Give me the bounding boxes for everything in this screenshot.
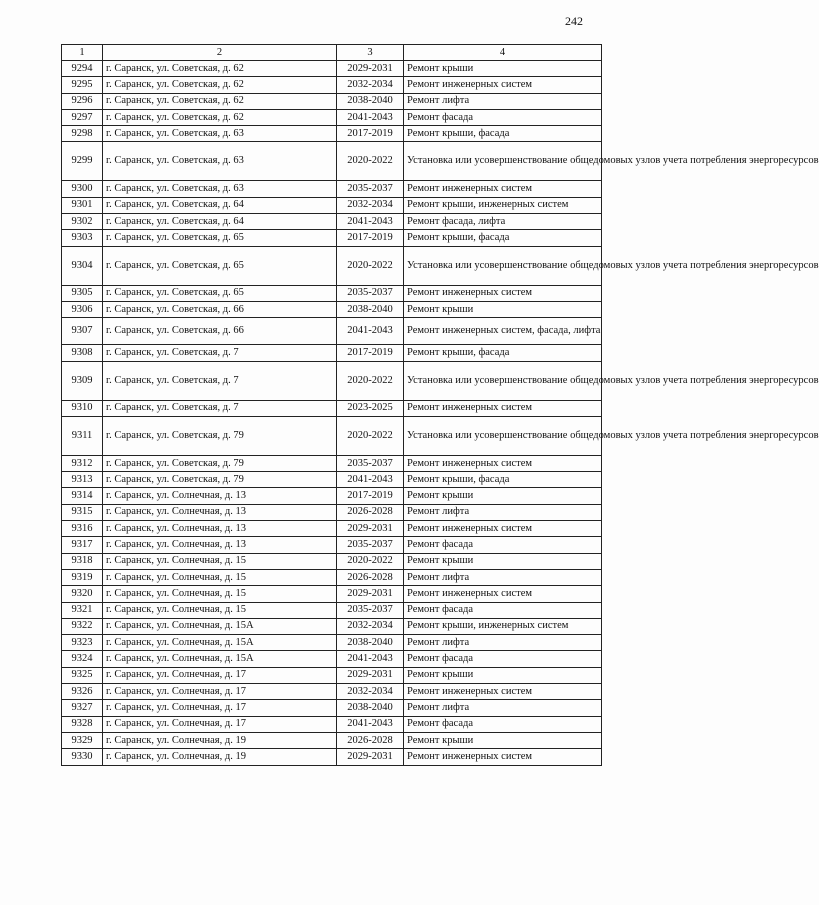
work-type-cell: Ремонт инженерных систем: [404, 181, 602, 197]
work-type-cell: Ремонт крыши, фасада: [404, 230, 602, 246]
period-cell: 2026-2028: [337, 504, 404, 520]
address-cell: г. Саранск, ул. Советская, д. 66: [103, 318, 337, 345]
row-number-cell: 9307: [62, 318, 103, 345]
table-row: [62, 361, 602, 400]
table-row: [62, 635, 602, 651]
period-cell: 2038-2040: [337, 635, 404, 651]
table-row: [62, 455, 602, 471]
period-cell: 2035-2037: [337, 285, 404, 301]
period-cell: 2041-2043: [337, 716, 404, 732]
table-row: [62, 285, 602, 301]
address-cell: г. Саранск, ул. Советская, д. 79: [103, 416, 337, 455]
address-cell: г. Саранск, ул. Солнечная, д. 15: [103, 602, 337, 618]
period-cell: 2017-2019: [337, 126, 404, 142]
table-row: [62, 651, 602, 667]
period-cell: 2017-2019: [337, 488, 404, 504]
work-type-cell: Ремонт инженерных систем, фасада, лифта: [404, 318, 602, 345]
row-number-cell: 9299: [62, 142, 103, 181]
table-row: [62, 537, 602, 553]
row-number-cell: 9312: [62, 455, 103, 471]
table-row: [62, 318, 602, 345]
address-cell: г. Саранск, ул. Советская, д. 7: [103, 400, 337, 416]
row-number-cell: 9297: [62, 109, 103, 125]
column-header-3: 3: [337, 45, 404, 61]
row-number-cell: 9298: [62, 126, 103, 142]
table-row: [62, 684, 602, 700]
work-type-cell: Ремонт крыши: [404, 488, 602, 504]
address-cell: г. Саранск, ул. Советская, д. 63: [103, 181, 337, 197]
table-header-row: [62, 45, 602, 61]
column-header-2: 2: [103, 45, 337, 61]
period-cell: 2035-2037: [337, 181, 404, 197]
table-body: [62, 61, 819, 766]
table-row: [62, 618, 602, 634]
work-type-cell: Ремонт крыши, фасада: [404, 472, 602, 488]
row-number-cell: 9316: [62, 521, 103, 537]
address-cell: г. Саранск, ул. Советская, д. 63: [103, 142, 337, 181]
row-number-cell: 9324: [62, 651, 103, 667]
row-number-cell: 9301: [62, 197, 103, 213]
row-number-cell: 9314: [62, 488, 103, 504]
address-cell: г. Саранск, ул. Советская, д. 79: [103, 455, 337, 471]
period-cell: 2026-2028: [337, 569, 404, 585]
period-cell: 2029-2031: [337, 749, 404, 765]
work-type-cell: Ремонт крыши: [404, 553, 602, 569]
table-row: [62, 181, 602, 197]
work-type-cell: Установка или усовершенствование общедомовых узлов учета потребления энергоресурсов: [404, 361, 602, 400]
address-cell: г. Саранск, ул. Советская, д. 63: [103, 126, 337, 142]
period-cell: 2041-2043: [337, 109, 404, 125]
row-number-cell: 9295: [62, 77, 103, 93]
address-cell: г. Саранск, ул. Солнечная, д. 13: [103, 521, 337, 537]
work-type-cell: Ремонт лифта: [404, 700, 602, 716]
work-type-cell: Ремонт фасада: [404, 537, 602, 553]
period-cell: 2038-2040: [337, 700, 404, 716]
work-type-cell: Ремонт инженерных систем: [404, 77, 602, 93]
work-type-cell: Ремонт инженерных систем: [404, 684, 602, 700]
address-cell: г. Саранск, ул. Солнечная, д. 15А: [103, 651, 337, 667]
table-row: [62, 197, 602, 213]
work-type-cell: Установка или усовершенствование общедомовых узлов учета потребления энергоресурсов: [404, 142, 602, 181]
period-cell: 2035-2037: [337, 602, 404, 618]
table-row: [62, 77, 602, 93]
row-number-cell: 9319: [62, 569, 103, 585]
work-type-cell: Ремонт фасада, лифта: [404, 214, 602, 230]
table-row: [62, 586, 602, 602]
address-cell: г. Саранск, ул. Солнечная, д. 17: [103, 667, 337, 683]
period-cell: 2020-2022: [337, 553, 404, 569]
work-type-cell: Ремонт лифта: [404, 93, 602, 109]
period-cell: 2035-2037: [337, 455, 404, 471]
address-cell: г. Саранск, ул. Советская, д. 62: [103, 77, 337, 93]
work-type-cell: Ремонт крыши, инженерных систем: [404, 197, 602, 213]
period-cell: 2029-2031: [337, 586, 404, 602]
address-cell: г. Саранск, ул. Советская, д. 65: [103, 246, 337, 285]
period-cell: 2029-2031: [337, 61, 404, 77]
work-type-cell: Ремонт лифта: [404, 569, 602, 585]
table-row: [62, 521, 602, 537]
repair-schedule-table: [61, 44, 819, 766]
row-number-cell: 9294: [62, 61, 103, 77]
address-cell: г. Саранск, ул. Советская, д. 62: [103, 93, 337, 109]
table-row: [62, 732, 602, 748]
work-type-cell: Ремонт инженерных систем: [404, 400, 602, 416]
address-cell: г. Саранск, ул. Советская, д. 79: [103, 472, 337, 488]
row-number-cell: 9318: [62, 553, 103, 569]
work-type-cell: Ремонт крыши, инженерных систем: [404, 618, 602, 634]
address-cell: г. Саранск, ул. Советская, д. 65: [103, 285, 337, 301]
period-cell: 2023-2025: [337, 400, 404, 416]
table-row: [62, 416, 602, 455]
table-row: [62, 345, 602, 361]
work-type-cell: Ремонт инженерных систем: [404, 749, 602, 765]
table-row: [62, 700, 602, 716]
work-type-cell: Ремонт крыши: [404, 301, 602, 317]
period-cell: 2017-2019: [337, 230, 404, 246]
period-cell: 2017-2019: [337, 345, 404, 361]
row-number-cell: 9310: [62, 400, 103, 416]
period-cell: 2038-2040: [337, 301, 404, 317]
table-row: [62, 553, 602, 569]
period-cell: 2041-2043: [337, 651, 404, 667]
table-row: [62, 230, 602, 246]
row-number-cell: 9322: [62, 618, 103, 634]
row-number-cell: 9302: [62, 214, 103, 230]
address-cell: г. Саранск, ул. Солнечная, д. 15А: [103, 618, 337, 634]
period-cell: 2029-2031: [337, 521, 404, 537]
address-cell: г. Саранск, ул. Солнечная, д. 15А: [103, 635, 337, 651]
work-type-cell: Ремонт крыши: [404, 61, 602, 77]
row-number-cell: 9320: [62, 586, 103, 602]
address-cell: г. Саранск, ул. Солнечная, д. 13: [103, 504, 337, 520]
period-cell: 2020-2022: [337, 416, 404, 455]
column-header-4: 4: [404, 45, 602, 61]
period-cell: 2041-2043: [337, 472, 404, 488]
work-type-cell: Ремонт инженерных систем: [404, 521, 602, 537]
row-number-cell: 9313: [62, 472, 103, 488]
row-number-cell: 9315: [62, 504, 103, 520]
address-cell: г. Саранск, ул. Советская, д. 65: [103, 230, 337, 246]
period-cell: 2032-2034: [337, 684, 404, 700]
table-row: [62, 301, 602, 317]
address-cell: г. Саранск, ул. Советская, д. 62: [103, 61, 337, 77]
period-cell: 2041-2043: [337, 318, 404, 345]
row-number-cell: 9329: [62, 732, 103, 748]
row-number-cell: 9303: [62, 230, 103, 246]
period-cell: 2035-2037: [337, 537, 404, 553]
period-cell: 2020-2022: [337, 142, 404, 181]
page-number: 242: [565, 14, 583, 28]
table-row: [62, 749, 602, 765]
work-type-cell: Ремонт инженерных систем: [404, 285, 602, 301]
table-row: [62, 246, 602, 285]
work-type-cell: Установка или усовершенствование общедомовых узлов учета потребления энергоресурсов: [404, 246, 602, 285]
row-number-cell: 9306: [62, 301, 103, 317]
table-row: [62, 61, 602, 77]
row-number-cell: 9321: [62, 602, 103, 618]
period-cell: 2032-2034: [337, 77, 404, 93]
table-row: [62, 93, 602, 109]
address-cell: г. Саранск, ул. Солнечная, д. 13: [103, 537, 337, 553]
row-number-cell: 9328: [62, 716, 103, 732]
table-row: [62, 488, 602, 504]
table-row: [62, 109, 602, 125]
address-cell: г. Саранск, ул. Солнечная, д. 15: [103, 553, 337, 569]
period-cell: 2026-2028: [337, 732, 404, 748]
address-cell: г. Саранск, ул. Солнечная, д. 19: [103, 732, 337, 748]
address-cell: г. Саранск, ул. Солнечная, д. 17: [103, 716, 337, 732]
row-number-cell: 9325: [62, 667, 103, 683]
address-cell: г. Саранск, ул. Советская, д. 7: [103, 345, 337, 361]
work-type-cell: Ремонт фасада: [404, 602, 602, 618]
table-row: [62, 472, 602, 488]
period-cell: 2029-2031: [337, 667, 404, 683]
address-cell: г. Саранск, ул. Советская, д. 66: [103, 301, 337, 317]
table-row: [62, 142, 602, 181]
table-row: [62, 126, 602, 142]
row-number-cell: 9330: [62, 749, 103, 765]
work-type-cell: Ремонт инженерных систем: [404, 455, 602, 471]
address-cell: г. Саранск, ул. Советская, д. 62: [103, 109, 337, 125]
table-row: [62, 716, 602, 732]
work-type-cell: Ремонт лифта: [404, 635, 602, 651]
column-header-1: 1: [62, 45, 103, 61]
period-cell: 2020-2022: [337, 361, 404, 400]
row-number-cell: 9317: [62, 537, 103, 553]
work-type-cell: Ремонт крыши, фасада: [404, 345, 602, 361]
work-type-cell: Ремонт лифта: [404, 504, 602, 520]
work-type-cell: Ремонт крыши: [404, 667, 602, 683]
work-type-cell: Ремонт инженерных систем: [404, 586, 602, 602]
row-number-cell: 9323: [62, 635, 103, 651]
row-number-cell: 9309: [62, 361, 103, 400]
period-cell: 2020-2022: [337, 246, 404, 285]
address-cell: г. Саранск, ул. Советская, д. 64: [103, 214, 337, 230]
address-cell: г. Саранск, ул. Солнечная, д. 17: [103, 700, 337, 716]
period-cell: 2032-2034: [337, 197, 404, 213]
row-number-cell: 9308: [62, 345, 103, 361]
work-type-cell: Ремонт крыши: [404, 732, 602, 748]
work-type-cell: Ремонт крыши, фасада: [404, 126, 602, 142]
address-cell: г. Саранск, ул. Советская, д. 64: [103, 197, 337, 213]
table-row: [62, 602, 602, 618]
table-row: [62, 569, 602, 585]
work-type-cell: Ремонт фасада: [404, 109, 602, 125]
row-number-cell: 9300: [62, 181, 103, 197]
address-cell: г. Саранск, ул. Солнечная, д. 15: [103, 586, 337, 602]
period-cell: 2038-2040: [337, 93, 404, 109]
row-number-cell: 9326: [62, 684, 103, 700]
work-type-cell: Ремонт фасада: [404, 651, 602, 667]
row-number-cell: 9305: [62, 285, 103, 301]
table-row: [62, 214, 602, 230]
address-cell: г. Саранск, ул. Солнечная, д. 17: [103, 684, 337, 700]
row-number-cell: 9304: [62, 246, 103, 285]
work-type-cell: Ремонт фасада: [404, 716, 602, 732]
work-type-cell: Установка или усовершенствование общедомовых узлов учета потребления энергоресурсов: [404, 416, 602, 455]
row-number-cell: 9296: [62, 93, 103, 109]
table-row: [62, 400, 602, 416]
table-row: [62, 667, 602, 683]
row-number-cell: 9311: [62, 416, 103, 455]
period-cell: 2032-2034: [337, 618, 404, 634]
address-cell: г. Саранск, ул. Солнечная, д. 15: [103, 569, 337, 585]
address-cell: г. Саранск, ул. Советская, д. 7: [103, 361, 337, 400]
row-number-cell: 9327: [62, 700, 103, 716]
period-cell: 2041-2043: [337, 214, 404, 230]
address-cell: г. Саранск, ул. Солнечная, д. 19: [103, 749, 337, 765]
table-row: [62, 504, 602, 520]
address-cell: г. Саранск, ул. Солнечная, д. 13: [103, 488, 337, 504]
